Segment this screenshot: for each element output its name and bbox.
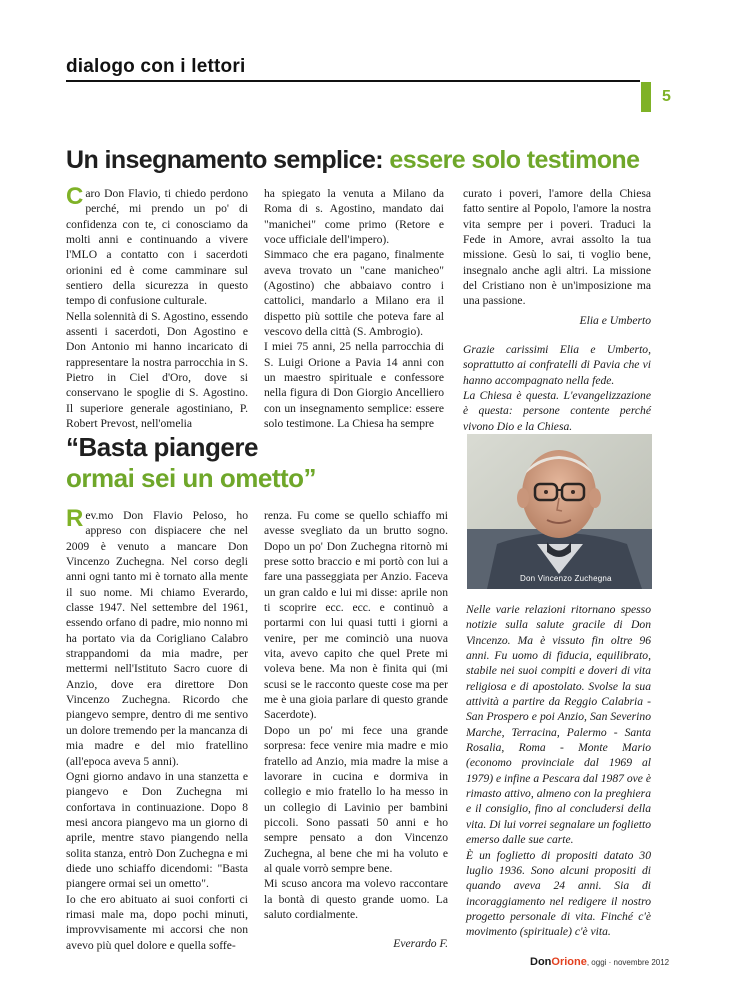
editor-reply: Grazie carissimi Elia e Umberto, soprattutto ai confratelli di Pavia che vi hanno accompagnato nella fede.: [463, 343, 651, 387]
article1-signature: Elia e Umberto: [579, 313, 651, 327]
portrait-photo: [467, 434, 652, 589]
article1-paragraph: ha spiegato la venuta a Milano da Roma di s. Agostino, mandato dai "manichei" come primo (Retore e voce ufficiale dell'impero).: [264, 187, 444, 247]
article1-column-3: [463, 186, 651, 434]
issue-date: , oggi · novembre 2012: [586, 958, 670, 967]
editor-note-paragraph: Nelle varie relazioni ritornano spesso notizie sulla salute gracile di Don Vincenzo. Ma è vissuto fin oltre 96 anni. Fu uomo di fiducia, equilibrato, stabile nei suoi compiti e doveri di vita religiosa e di apostolato. Svolse la sua attività a partire da Reggio Calabria - San Prospero e poi Anzio, San Severino Marche, Terracina, Palermo - Santa Rosalia, Roma - Monte Mario (economo provinciale dal 1969 al 1979) e infine a Pescara dal 1987 ove è rimasto attivo, almeno con la preghiera e il consiglio, fino al concludersi della vita. Di lui vorrei segnalare un foglietto emerso dalle sue carte.: [466, 603, 651, 847]
article2-column-1: [66, 505, 248, 953]
article1-paragraph: Simmaco che era pagano, finalmente aveva trovato un "cane manicheo" (Agostino) che abbaiavo contro i cattolici, mandarlo a Milano era il dispetto più sottile che poteva fare al vescovo della città (S. Ambrogio).: [264, 248, 444, 339]
photo-caption: Don Vincenzo Zuchegna: [520, 574, 612, 583]
editor-reply: La Chiesa è questa. L'evangelizzazione è questa: persone contente perché vivono Dio e la Chiesa.: [463, 389, 651, 433]
article2-column-2: [264, 508, 448, 952]
brand-orione: Orione: [551, 956, 587, 968]
editor-note-column: [466, 602, 651, 940]
article1-title-main: Un insegnamento semplice:: [66, 146, 384, 174]
article2-title: [66, 432, 316, 494]
article2-paragraph: Ogni giorno andavo in una stanzetta e piangevo e Don Zuchegna mi confortava in continuazione. Dopo 8 mesi ancora piangevo ma un giorno di aprile, mentre stavo piangendo nella solita stanza, entrò Don Zuchegna e mi diede uno schiaffo dicendomi: "Basta piangere ormai sei un ometto".: [66, 769, 248, 891]
editor-note-paragraph: È un foglietto di propositi datato 30 luglio 1936. Sono alcuni propositi di quando aveva 24 anni. Sia di incoraggiamento nel redigere il nostro progetto personale di vita. Finché c'è movimento (spirituale) c'è vita.: [466, 848, 651, 939]
article1-paragraph: Nella solennità di S. Agostino, essendo assenti i sacerdoti, Don Agostino e Don Antonio mi hanno incaricato di rappresentare la nostra parrocchia in S. Pietro in Ciel d'Oro, dove si conservano le spoglie di S. Agostino. Il superiore generale agostiniano, P. Robert Prevost, nell'omelia: [66, 309, 248, 431]
article1-column-2: [264, 186, 444, 432]
article2-title-line2: ormai sei un ometto”: [66, 463, 317, 493]
article2-signature: Everardo F.: [393, 937, 448, 951]
section-title: dialogo con i lettori: [66, 56, 246, 77]
dropcap: C: [66, 183, 84, 210]
dropcap: R: [66, 505, 84, 532]
page-accent-bar: [641, 82, 651, 112]
header-rule: [66, 80, 640, 82]
article1-paragraph: Caro Don Flavio, ti chiedo perdono perché, mi prendo un po' di confidenza con te, ci conosciamo da molti anni e continuando a vivere l'MLO a contatto con i sacerdoti orionini ed è come camminare sul sentiero della sicurezza in questo tempo di confusione culturale.: [66, 183, 248, 308]
magazine-footer: [530, 956, 669, 968]
page-number: 5: [662, 88, 671, 105]
article1-column-1: [66, 183, 248, 432]
article2-paragraph: Rev.mo Don Flavio Peloso, ho appreso con dispiacere che nel 2009 è venuto a mancare Don Vincenzo Zuchegna. Nel corso degli anni ogni tanto mi è tornato alla mente il suo nome. Mi chiamo Everardo, classe 1947. Nel settembre del 1961, essendo orfano di padre, mio nonno mi ha portato via da Corigliano Calabro strappandomi da mia madre, per mettermi nell'Istituto Sacro cuore di Anzio, dove era direttore Don Vincenzo Zuchegna. Ricordo che piangevo sempre, dentro di me sentivo un dolore tremendo per la mancanza di mia madre e del mio fratellino (all'epoca aveva 5 anni).: [66, 505, 248, 768]
article1-paragraph: curato i poveri, l'amore della Chiesa fatto sentire al Popolo, l'amore la nostra vita sempre per i poveri. Traduci la Fede in Amore, avrai assolto la tua missione. Gesù lo sai, ti voglio bene, insegnalo anche agli altri. La missione del Cristiano non è un'imposizione ma una passione.: [463, 187, 651, 308]
article2-paragraph: Dopo un po' mi fece una grande sorpresa: fece venire mia madre e mio fratello ad Anzio, mia madre la mise a lavorare in cucina e dormiva in collegio e mio fratello lo ha messo in un collegio di Lavinio per bambini piccoli. Sono passati 50 anni e ho sempre pensato a don Vincenzo Zuchegna, al bene che mi ha voluto e al quale vorrò sempre bene.: [264, 723, 448, 875]
article1-title-sub: essere solo testimone: [389, 146, 640, 174]
article2-title-line1: “Basta piangere: [66, 432, 258, 462]
article2-paragraph: Io che ero abituato ai suoi conforti ci rimasi male ma, dopo pochi minuti, improvvisamente mi accorsi che non avevo più quel dolore e quella soffe-: [66, 892, 248, 952]
portrait-illustration: [467, 434, 652, 589]
article1-title: [66, 146, 639, 175]
article1-paragraph: I miei 75 anni, 25 nella parrocchia di S. Luigi Orione a Pavia 14 anni con un maestro spirituale e confessore nella figura di Don Giorgio Ancelliero con un insegnamento semplice: essere solo testimone. La Chiesa ha sempre: [264, 340, 444, 431]
article2-paragraph: Mi scuso ancora ma volevo raccontare la bontà di questo grande uomo. La saluto cordialmente.: [264, 877, 448, 921]
article2-paragraph: renza. Fu come se quello schiaffo mi avesse svegliato da un brutto sogno. Dopo un po' Don Zuchegna ritornò mi prese sotto braccio e mi portò con lui a fare una passeggiata per Anzio. Faceva un gran caldo e lui mi disse: aprile non ti scoprire ecc. ecc. e continuò a portarmi con lui quasi tutti i giorni a venire, per me cominciò una nuova vita, avevo capito che quel Prete mi voleva bene. Ma non è finita qui (mi scusi se le racconto queste cose ma per me è una gioia parlare di questo grande Sacerdote).: [264, 509, 448, 722]
brand-don: Don: [530, 956, 552, 968]
